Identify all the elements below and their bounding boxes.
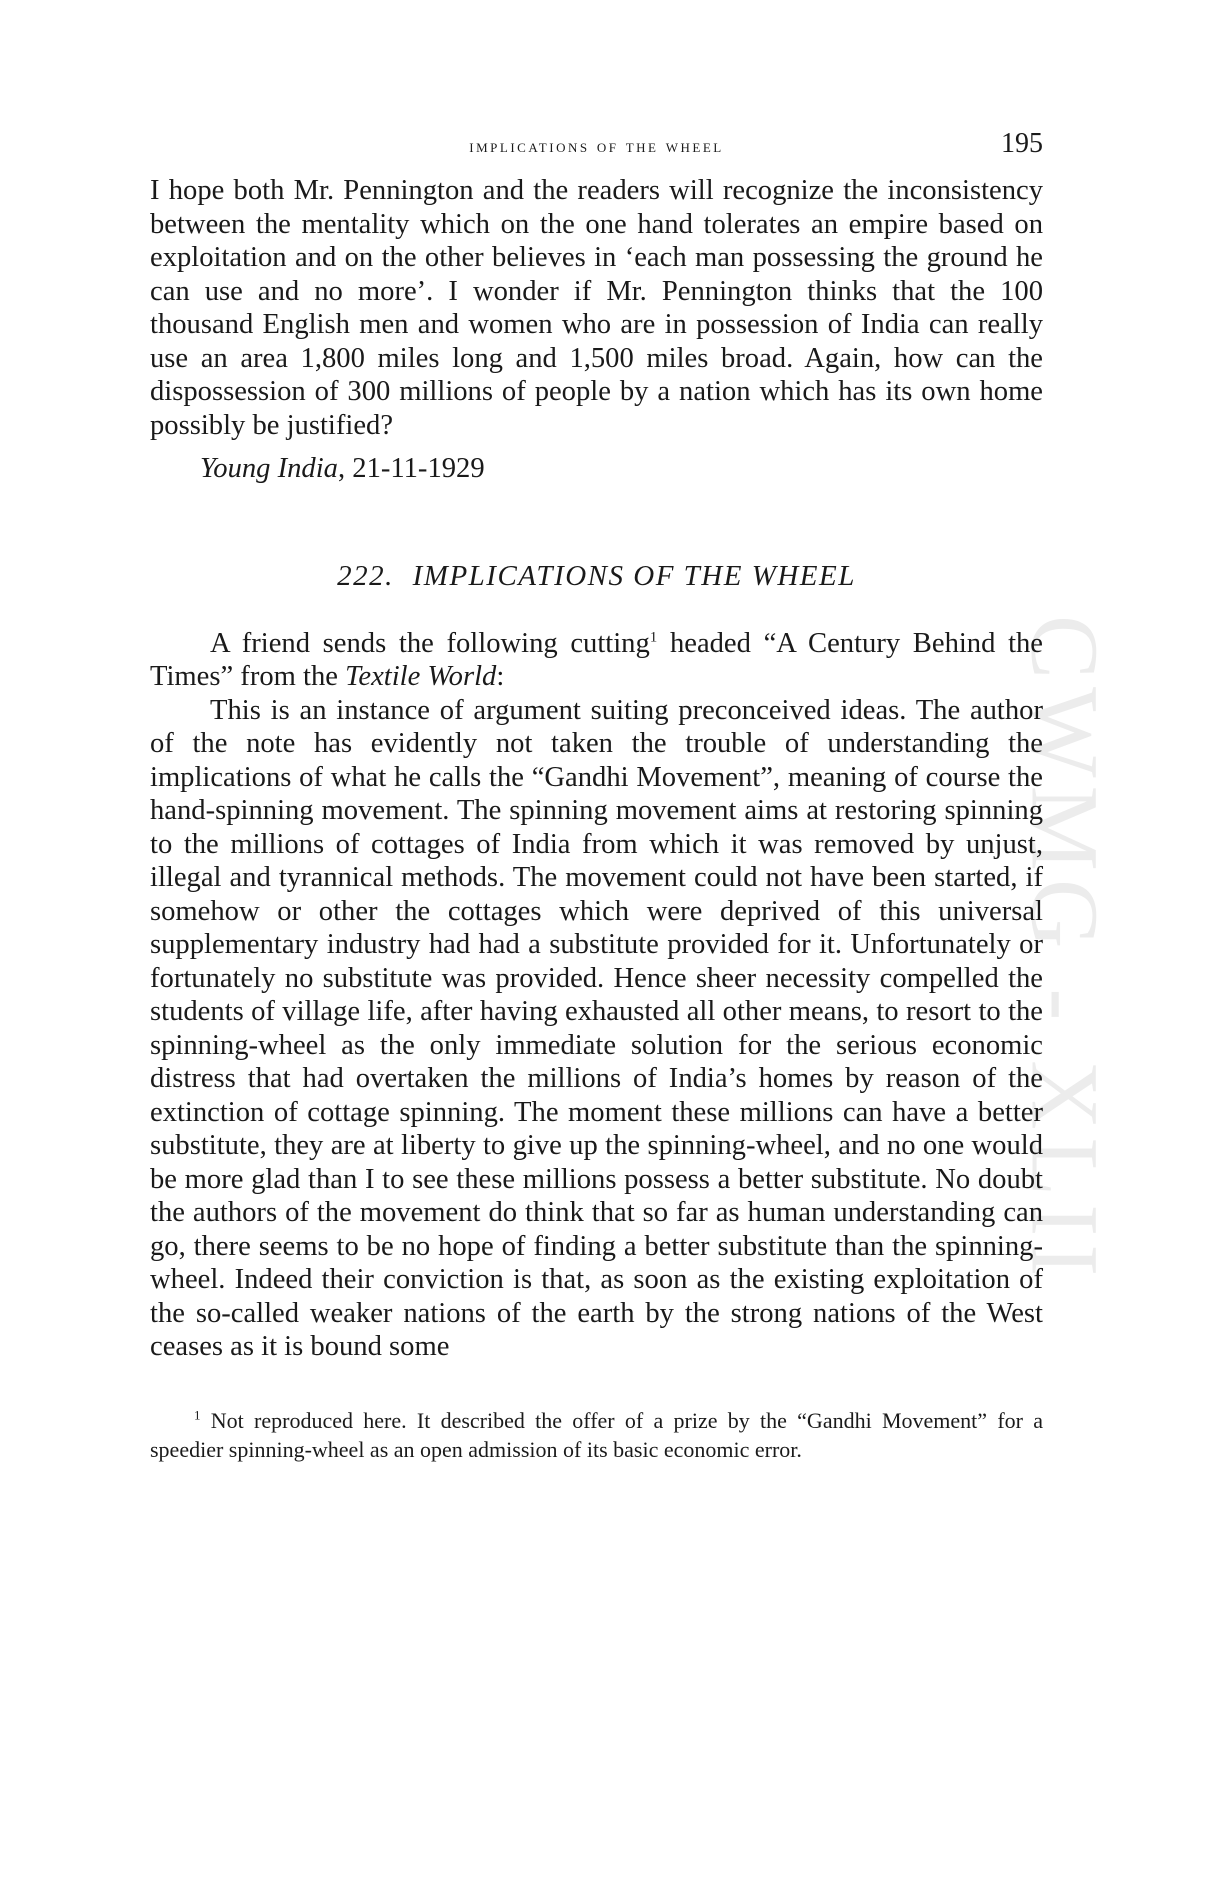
lead-paragraph: I hope both Mr. Pennington and the readers will recognize the inconsistency between the mentality which on the one hand tolerates an empire based on exploitation and on the other believes in ‘each man possessing the ground he can use and no more’. I wonder if Mr. Pennington thinks that the 100 thousand English men and women who are in possession of India can really use an area 1,800 miles long and 1,500 miles broad. Again, how can the dispossession of 300 millions of people by a nation which has its own home possibly be justified? [150,175,1043,441]
footnote-ref: 1 [649,628,658,645]
chapter-title: IMPLICATIONS OF THE WHEEL [412,559,856,592]
source-citation [150,452,1043,486]
footnote-marker: 1 [194,1407,201,1423]
running-head [150,128,1043,168]
intro-publication: Textile World [345,661,497,692]
intro-paragraph [150,627,1043,694]
intro-text-start: A friend sends the following cutting [210,627,650,659]
intro-text-middle: headed “A Century Behind the Times” from the [150,627,1044,692]
source-date: , 21-11-1929 [337,453,485,484]
page [150,128,1043,1464]
chapter-number: 222. [337,559,394,592]
watermark-text: CWMG - XLII [1011,615,1119,1285]
chapter-heading [150,560,1043,593]
source-publication: Young India [200,453,338,484]
page-number: 195 [1001,128,1043,159]
footnote-text: Not reproduced here. It described the offer of a prize by the “Gandhi Movement” for a speedier spinning-wheel as an open admission of its basic economic error. [150,1407,1043,1462]
body-paragraph: This is an instance of argument suiting preconceived ideas. The author of the note has evidently not taken the trouble of understanding the implications of what he calls the “Gandhi Movement”, meaning of course the hand-spinning movement. The spinning movement aims at restoring spinning to the millions of cottages of India from which it was removed by unjust, illegal and tyrannical methods. The movement could not have been started, if somehow or other the cottages which were deprived of this universal supplementary industry had had a substitute provided for it. Unfortunately or fortunately no substitute was provided. Hence sheer necessity compelled the students of village life, after having exhausted all other means, to resort to the spinning-wheel as the only immediate solution for the serious economic distress that had overtaken the millions of India’s homes by reason of the extinction of cottage spinning. The moment these millions can have a better substitute, they are at liberty to give up the spinning-wheel, and no one would be more glad than I to see these millions possess a better substitute. No doubt the authors of the movement do think that so far as human understanding can go, there seems to be no hope of finding a better substitute than the spinning-wheel. Indeed their conviction is that, as soon as the existing exploitation of the so-called weaker nations of the earth by the strong nations of the West ceases as it is bound some [150,694,1043,1362]
footnote [150,1406,1043,1464]
intro-text-end: : [496,661,505,692]
running-title: implications of the wheel [469,136,724,157]
